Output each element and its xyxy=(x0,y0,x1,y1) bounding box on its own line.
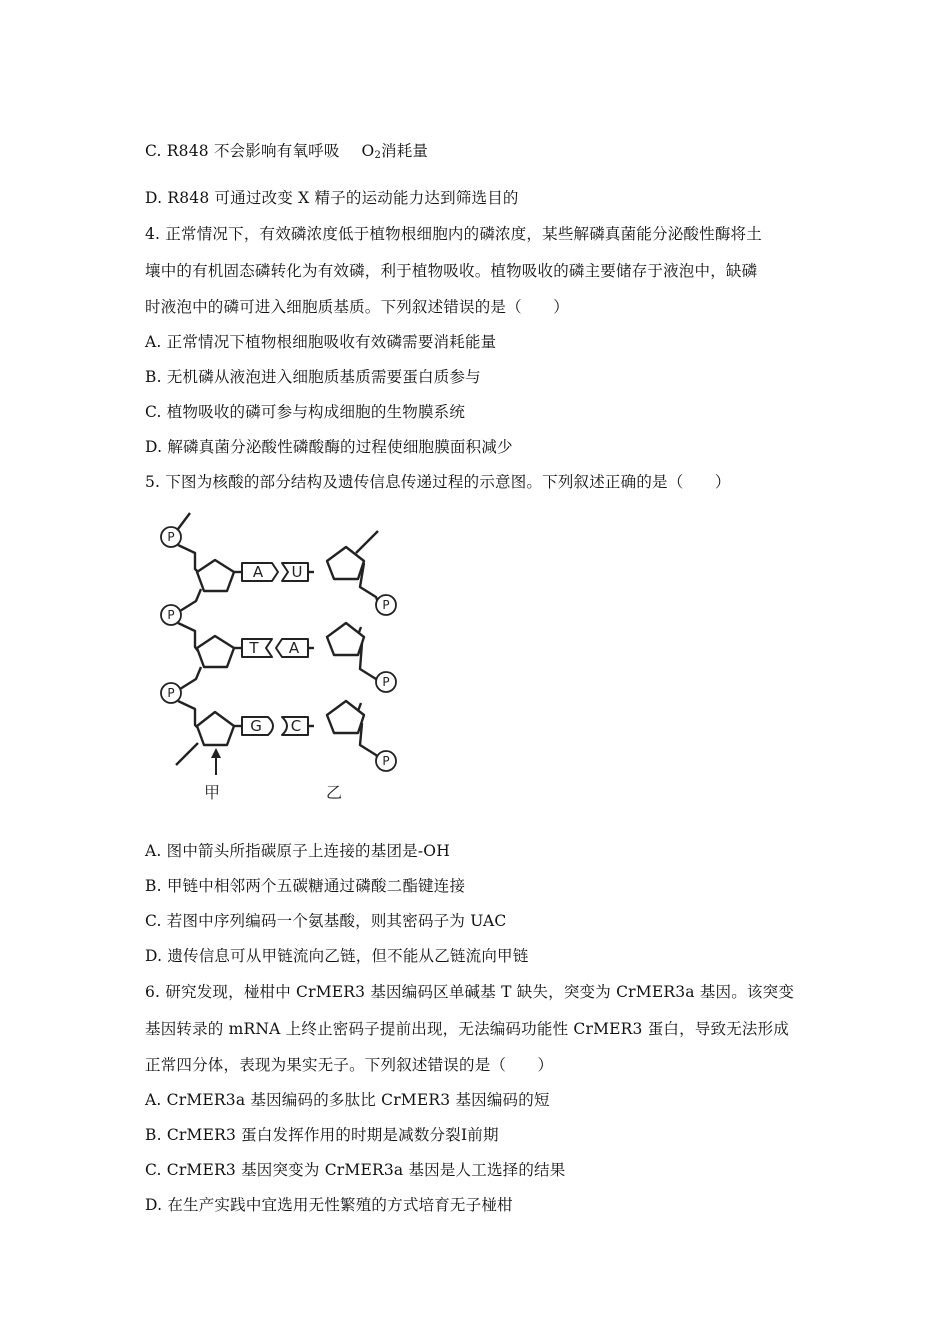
phosphate-label: P xyxy=(167,686,175,700)
phosphate-label: P xyxy=(167,608,175,622)
q6-stem-line3: 正常四分体，表现为果实无子。下列叙述错误的是（ ） xyxy=(145,1056,554,1074)
q6-stem-line1: 6. 研究发现，椪柑中 CrMER3 基因编码区单碱基 T 缺失，突变为 CrMER3a 基因。该突变 xyxy=(145,983,795,1001)
phosphate-label: P xyxy=(382,754,390,768)
q4-stem-line3: 时液泡中的磷可进入细胞质基质。下列叙述错误的是（ ） xyxy=(145,298,569,316)
q5-option-a: A. 图中箭头所指碳原子上连接的基团是-OH xyxy=(145,842,450,860)
base-right-2: A xyxy=(288,639,300,657)
q6-option-a: A. CrMER3a 基因编码的多肽比 CrMER3 基因编码的短 xyxy=(145,1091,550,1109)
q3-option-d: D. R848 可通过改变 X 精子的运动能力达到筛选目的 xyxy=(145,189,519,207)
phosphate-label: P xyxy=(382,598,390,612)
q5-stem: 5. 下图为核酸的部分结构及遗传信息传递过程的示意图。下列叙述正确的是（ ） xyxy=(145,473,731,491)
nucleic-acid-diagram xyxy=(150,505,420,805)
q4-stem-line2: 壤中的有机固态磷转化为有效磷，利于植物吸收。植物吸收的磷主要储存于液泡中，缺磷 xyxy=(145,262,758,280)
q5-option-c: C. 若图中序列编码一个氨基酸，则其密码子为 UAC xyxy=(145,912,507,930)
phosphate-label: P xyxy=(382,675,390,689)
q5-option-d: D. 遗传信息可从甲链流向乙链，但不能从乙链流向甲链 xyxy=(145,947,529,965)
q4-option-c: C. 植物吸收的磷可参与构成细胞的生物膜系统 xyxy=(145,403,466,421)
q4-stem-line1: 4. 正常情况下，有效磷浓度低于植物根细胞内的磷浓度，某些解磷真菌能分泌酸性酶将土 xyxy=(145,225,762,243)
q6-option-b: B. CrMER3 蛋白发挥作用的时期是减数分裂Ⅰ前期 xyxy=(145,1126,499,1144)
strand-label-yi: 乙 xyxy=(326,783,343,802)
q5-option-b: B. 甲链中相邻两个五碳糖通过磷酸二酯键连接 xyxy=(145,877,466,895)
base-left-3: G xyxy=(250,717,262,735)
arrow-icon xyxy=(211,748,221,775)
base-right-3: C xyxy=(290,717,302,735)
q6-option-c: C. CrMER3 基因突变为 CrMER3a 基因是人工选择的结果 xyxy=(145,1161,566,1179)
base-right-1: U xyxy=(291,563,303,581)
strand-label-jia: 甲 xyxy=(204,783,221,802)
q6-option-d: D. 在生产实践中宜选用无性繁殖的方式培育无子椪柑 xyxy=(145,1196,513,1214)
phosphate-label: P xyxy=(167,530,175,544)
q4-option-b: B. 无机磷从液泡进入细胞质基质需要蛋白质参与 xyxy=(145,368,481,386)
q3-option-c: C. R848 不会影响有氧呼吸 $O_2$消耗量 xyxy=(145,142,429,161)
base-left-1: A xyxy=(252,563,264,581)
q6-stem-line2: 基因转录的 mRNA 上终止密码子提前出现，无法编码功能性 CrMER3 蛋白，导致无法形成 xyxy=(145,1020,790,1038)
q4-option-a: A. 正常情况下植物根细胞吸收有效磷需要消耗能量 xyxy=(145,333,497,351)
base-left-2: T xyxy=(249,639,259,657)
q4-option-d: D. 解磷真菌分泌酸性磷酸酶的过程使细胞膜面积减少 xyxy=(145,438,513,456)
